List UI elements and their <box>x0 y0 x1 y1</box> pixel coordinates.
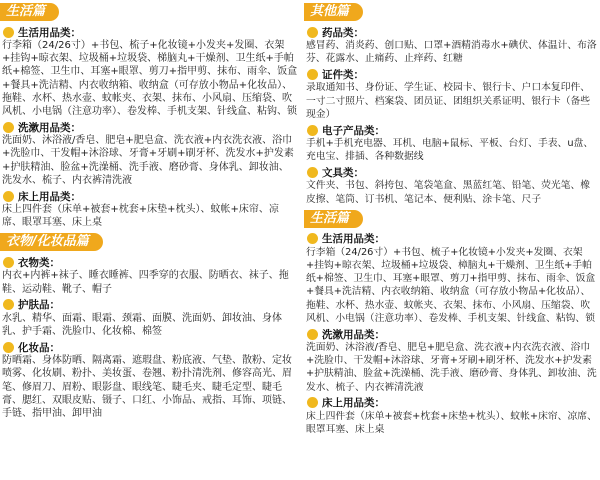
section-title: 化妆品： <box>18 341 60 354</box>
banner-life: 生活篇 <box>0 3 59 21</box>
bullet-dot-icon <box>3 191 14 202</box>
section-text: 录取通知书、身份证、学生证、校园卡、银行卡、户口本复印件、一寸二寸照片、档案袋、团员证、团组织关系证明、银行卡（备些现金） <box>306 82 591 120</box>
section-text: 内衣+内裤+袜子、睡衣睡裤、四季穿的衣服、防晒衣、袜子、拖鞋、运动鞋、靴子、帽子 <box>2 270 289 295</box>
bullet-dot-icon <box>3 257 14 268</box>
section-wash-items-2 <box>304 327 600 394</box>
right-column <box>304 0 600 437</box>
section-title: 洗漱用品类： <box>18 121 81 134</box>
banner-life-2: 生活篇 <box>304 210 363 228</box>
section-title: 床上用品类： <box>18 190 81 203</box>
bullet-dot-icon <box>3 299 14 310</box>
section-text: 洗面奶、沐浴液/香皂、肥皂+肥皂盒、洗衣液+内衣洗衣液、浴巾+洗脸巾、干发帽+沐浴球、牙膏+牙刷+刷牙杯、洗发水+护发素+护肤精油、脸盆+洗澡桶、洗手液、磨砂膏、身体乳、卸妆油、洗发水、梳子、内衣裤清洗液 <box>2 135 294 186</box>
section-title: 生活用品类： <box>18 26 81 39</box>
section-daily-items <box>0 25 300 118</box>
section-title: 电子产品类： <box>322 124 385 137</box>
section-text: 防晒霜、身体防晒、隔离霜、遮瑕盘、粉底液、气垫、散粉、定妆喷雾、化妆刷、粉扑、美妆蛋、卷翘、粉扑清洗剂、修容高光、眉笔、修眉刀、眉粉、眼影盘、眼线笔、睫毛夹、睫毛定型、睫毛膏、腮红、双眼皮贴、镊子、口红、小饰品、戒指、耳饰、项链、手链、指甲油、卸甲油 <box>2 355 292 420</box>
left-column <box>0 0 300 421</box>
banner-other: 其他篇 <box>304 3 363 21</box>
section-text: 水乳、精华、面霜、眼霜、颈霜、面膜、洗面奶、卸妆油、身体乳、护手霜、洗脸巾、化妆棉、棉签 <box>2 312 282 338</box>
section-clothes <box>0 255 300 295</box>
section-text: 床上四件套（床单+被套+枕套+床垫+枕头）、蚊帐+床帘、凉席、眼罩耳塞、床上桌 <box>2 204 279 229</box>
section-title: 文具类： <box>322 166 364 179</box>
section-text: 手机+手机充电器、耳机、电脑+鼠标、平板、台灯、手表、u盘、充电宝、排插、各种数据线 <box>306 138 594 163</box>
section-makeup <box>0 340 300 420</box>
section-title: 护肤品： <box>18 299 60 312</box>
section-title: 衣物类： <box>18 256 60 269</box>
section-bed-items-2 <box>304 396 600 436</box>
section-skincare <box>0 298 300 338</box>
section-text: 洗面奶、沐浴液/香皂、肥皂+肥皂盒、洗衣液+内衣洗衣液、浴巾+洗脸巾、干发帽+沐浴球、牙膏+牙刷+刷牙杯、洗发水+护发素+护肤精油、脸盆+洗澡桶、洗手液、磨砂膏、身体乳、卸妆油、洗发水、梳子、内衣裤清洗液 <box>306 342 597 393</box>
section-documents <box>304 67 600 121</box>
section-bed-items <box>0 189 300 229</box>
section-medicine <box>304 25 600 65</box>
section-text: 行李箱（24/26寸）+书包、梳子+化妆镜+小发夹+发圈、衣架+挂钩+晾衣架、垃圾桶+垃圾袋、梯脑丸+干燥剂、卫生纸+手帕纸+棉签、卫生巾、耳塞+眼罩、剪刀+指甲剪、抹布、雨伞、饭盒+餐具+洗洁精、内衣收纳箱、收纳盒（可存放小物品+化妆品）、拖鞋、水杯、热水壶、蚊帐夹、衣架、抹布、小风扇、压缩袋、吹风机、小电锅（注意功率）、卷发棒、手机支架、针线盒、粘钩、锁 <box>2 40 298 118</box>
banner-clothes-cosmetics: 衣物/化妆品篇 <box>0 233 103 251</box>
bullet-dot-icon <box>307 397 318 408</box>
section-title: 药品类： <box>322 26 364 39</box>
section-title: 证件类： <box>322 68 364 81</box>
section-text: 文件夹、书包、斜挎包、笔袋笔盒、黑蓝红笔、铅笔、荧光笔、橡皮擦、笔筒、订书机、笔记本、便利贴、涂卡笔、尺子 <box>306 180 591 205</box>
section-wash-items <box>0 120 300 187</box>
section-electronics <box>304 123 600 163</box>
section-title: 生活用品类： <box>322 233 385 246</box>
bullet-dot-icon <box>3 122 14 133</box>
bullet-dot-icon <box>307 69 318 80</box>
bullet-dot-icon <box>3 342 14 353</box>
section-daily-items-2 <box>304 232 600 325</box>
bullet-dot-icon <box>307 167 318 178</box>
section-text: 床上四件套（床单+被套+枕套+床垫+枕头）、蚊帐+床帘、凉席、眼罩耳塞、床上桌 <box>306 410 597 436</box>
section-title: 洗漱用品类： <box>322 328 385 341</box>
section-title: 床上用品类： <box>322 397 385 410</box>
section-text: 感冒药、消炎药、创口贴、口罩+酒精消毒水+碘伏、体温计、布洛芬、花露水、止痛药、止痒药、红糖 <box>306 40 597 65</box>
bullet-dot-icon <box>307 233 318 244</box>
section-stationery <box>304 165 600 205</box>
section-text: 行李箱（24/26寸）+书包、梳子+化妆镜+小发夹+发圈、衣架+挂钩+晾衣架、垃圾桶+垃圾袋、樟脑丸+干燥剂、卫生纸+手帕纸+棉签、卫生巾、耳塞+眼罩、剪刀+指甲剪、抹布、雨伞、饭盒+餐具+洗洁精、内衣收纳箱、收纳盒（可存放小物品+化妆品）、拖鞋、水杯、热水壶、蚊帐夹、衣架、抹布、小风扇、压缩袋、吹风机、小电锅（注意功率）、卷发棒、手机支架、针线盒、粘钩、锁 <box>306 246 596 324</box>
bullet-dot-icon <box>307 125 318 136</box>
bullet-dot-icon <box>3 27 14 38</box>
bullet-dot-icon <box>307 27 318 38</box>
bullet-dot-icon <box>307 329 318 340</box>
